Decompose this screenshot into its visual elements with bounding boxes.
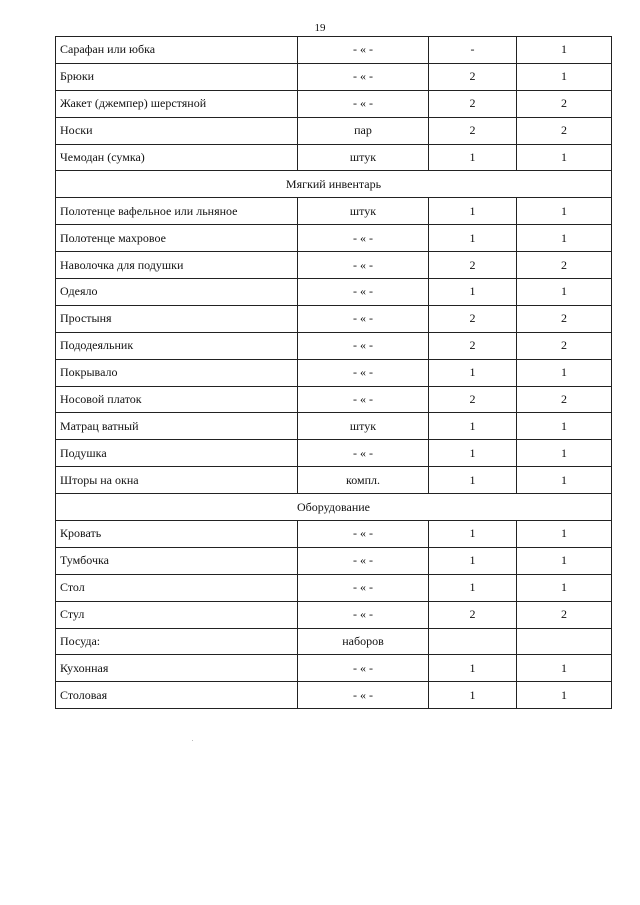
table-row <box>56 144 612 171</box>
item-name-cell: Жакет (джемпер) шерстяной <box>56 90 298 117</box>
unit-cell: - « - <box>298 682 429 709</box>
quantity-cell-2: 2 <box>517 601 612 628</box>
unit-cell: штук <box>298 413 429 440</box>
quantity-cell-1: 1 <box>429 359 517 386</box>
quantity-cell-2: 2 <box>517 252 612 279</box>
quantity-cell-1: 1 <box>429 225 517 252</box>
table-row <box>56 386 612 413</box>
item-name-cell: Кровать <box>56 521 298 548</box>
inventory-table <box>55 36 612 709</box>
unit-cell: - « - <box>298 601 429 628</box>
quantity-cell-2: 2 <box>517 305 612 332</box>
table-row <box>56 90 612 117</box>
table-row <box>56 655 612 682</box>
quantity-cell-1: 2 <box>429 117 517 144</box>
table-row <box>56 601 612 628</box>
table-row <box>56 359 612 386</box>
unit-cell: - « - <box>298 655 429 682</box>
quantity-cell-2: 2 <box>517 332 612 359</box>
table-row <box>56 117 612 144</box>
item-name-cell: Покрывало <box>56 359 298 386</box>
quantity-cell-2: 1 <box>517 521 612 548</box>
item-name-cell: Столовая <box>56 682 298 709</box>
quantity-cell-1: - <box>429 37 517 64</box>
quantity-cell-1: 2 <box>429 305 517 332</box>
table-row <box>56 279 612 306</box>
unit-cell: - « - <box>298 63 429 90</box>
unit-cell: - « - <box>298 574 429 601</box>
table-row <box>56 521 612 548</box>
quantity-cell-1: 1 <box>429 574 517 601</box>
unit-cell: - « - <box>298 279 429 306</box>
table-row <box>56 440 612 467</box>
item-name-cell: Брюки <box>56 63 298 90</box>
table-row <box>56 547 612 574</box>
unit-cell: - « - <box>298 547 429 574</box>
quantity-cell-1: 1 <box>429 440 517 467</box>
quantity-cell-1: 1 <box>429 413 517 440</box>
table-row <box>56 37 612 64</box>
item-name-cell: Полотенце вафельное или льняное <box>56 198 298 225</box>
quantity-cell-1: 2 <box>429 332 517 359</box>
item-name-cell: Чемодан (сумка) <box>56 144 298 171</box>
quantity-cell-2: 1 <box>517 574 612 601</box>
quantity-cell-2: 2 <box>517 117 612 144</box>
quantity-cell-1 <box>429 628 517 655</box>
quantity-cell-2: 1 <box>517 225 612 252</box>
quantity-cell-1: 1 <box>429 547 517 574</box>
table-row <box>56 628 612 655</box>
inventory-table-body <box>56 37 612 709</box>
quantity-cell-2: 1 <box>517 279 612 306</box>
table-row <box>56 574 612 601</box>
unit-cell: - « - <box>298 332 429 359</box>
quantity-cell-2: 2 <box>517 386 612 413</box>
quantity-cell-1: 2 <box>429 386 517 413</box>
item-name-cell: Тумбочка <box>56 547 298 574</box>
unit-cell: - « - <box>298 37 429 64</box>
unit-cell: - « - <box>298 521 429 548</box>
quantity-cell-1: 2 <box>429 252 517 279</box>
section-header-row <box>56 171 612 198</box>
page-number: 19 <box>314 22 326 34</box>
quantity-cell-2: 1 <box>517 63 612 90</box>
item-name-cell: Стол <box>56 574 298 601</box>
quantity-cell-2: 1 <box>517 144 612 171</box>
table-row <box>56 413 612 440</box>
quantity-cell-2: 1 <box>517 682 612 709</box>
table-row <box>56 63 612 90</box>
quantity-cell-2: 1 <box>517 440 612 467</box>
unit-cell: пар <box>298 117 429 144</box>
item-name-cell: Простыня <box>56 305 298 332</box>
table-row <box>56 682 612 709</box>
quantity-cell-2: 1 <box>517 467 612 494</box>
quantity-cell-2: 1 <box>517 37 612 64</box>
quantity-cell-1: 1 <box>429 682 517 709</box>
item-name-cell: Стул <box>56 601 298 628</box>
quantity-cell-1: 2 <box>429 90 517 117</box>
section-title: Оборудование <box>56 494 612 521</box>
table-row <box>56 332 612 359</box>
quantity-cell-2: 2 <box>517 90 612 117</box>
quantity-cell-1: 1 <box>429 198 517 225</box>
unit-cell: - « - <box>298 252 429 279</box>
item-name-cell: Наволочка для подушки <box>56 252 298 279</box>
quantity-cell-2: 1 <box>517 547 612 574</box>
item-name-cell: Кухонная <box>56 655 298 682</box>
quantity-cell-1: 1 <box>429 144 517 171</box>
quantity-cell-1: 1 <box>429 521 517 548</box>
quantity-cell-2: 1 <box>517 198 612 225</box>
item-name-cell: Полотенце махровое <box>56 225 298 252</box>
unit-cell: - « - <box>298 305 429 332</box>
quantity-cell-1: 1 <box>429 655 517 682</box>
table-row <box>56 252 612 279</box>
quantity-cell-1: 2 <box>429 601 517 628</box>
quantity-cell-2: 1 <box>517 655 612 682</box>
quantity-cell-1: 1 <box>429 279 517 306</box>
quantity-cell-1: 2 <box>429 63 517 90</box>
item-name-cell: Сарафан или юбка <box>56 37 298 64</box>
section-title: Мягкий инвентарь <box>56 171 612 198</box>
item-name-cell: Шторы на окна <box>56 467 298 494</box>
item-name-cell: Матрац ватный <box>56 413 298 440</box>
unit-cell: - « - <box>298 359 429 386</box>
unit-cell: - « - <box>298 386 429 413</box>
item-name-cell: Подушка <box>56 440 298 467</box>
unit-cell: - « - <box>298 90 429 117</box>
unit-cell: штук <box>298 144 429 171</box>
item-name-cell: Носовой платок <box>56 386 298 413</box>
quantity-cell-2 <box>517 628 612 655</box>
quantity-cell-1: 1 <box>429 467 517 494</box>
item-name-cell: Одеяло <box>56 279 298 306</box>
item-name-cell: Пододеяльник <box>56 332 298 359</box>
item-name-cell: Носки <box>56 117 298 144</box>
unit-cell: - « - <box>298 225 429 252</box>
quantity-cell-2: 1 <box>517 413 612 440</box>
item-name-cell: Посуда: <box>56 628 298 655</box>
scan-speck <box>192 740 193 741</box>
quantity-cell-2: 1 <box>517 359 612 386</box>
unit-cell: - « - <box>298 440 429 467</box>
unit-cell: штук <box>298 198 429 225</box>
table-row <box>56 198 612 225</box>
table-row <box>56 305 612 332</box>
table-row <box>56 467 612 494</box>
section-header-row <box>56 494 612 521</box>
unit-cell: компл. <box>298 467 429 494</box>
unit-cell: наборов <box>298 628 429 655</box>
table-row <box>56 225 612 252</box>
